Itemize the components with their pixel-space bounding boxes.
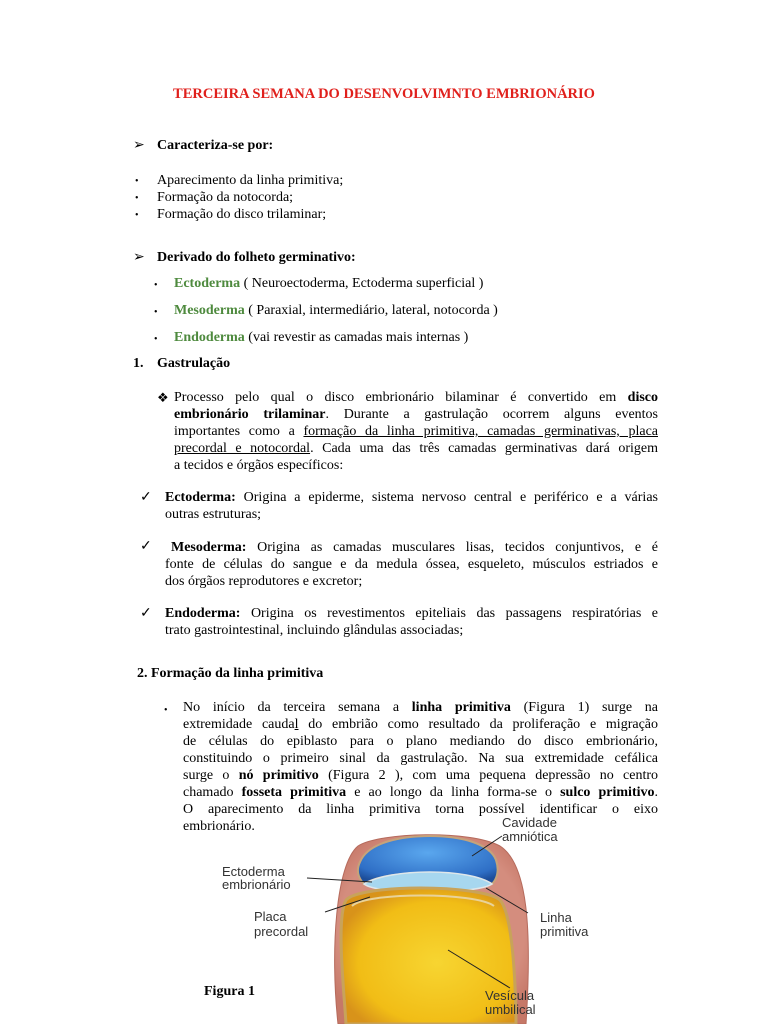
text-span: formação da linha primitiva, camadas germinativas, placa <box>303 424 658 439</box>
label-ectoderma: embrionário <box>222 877 291 892</box>
paragraph-line: outras estruturas; <box>165 507 262 522</box>
section-heading-gastrulacao: Gastrulação <box>157 356 231 371</box>
text-span: Mesoderma: <box>171 540 247 555</box>
text-span: nó primitivo <box>238 768 319 783</box>
label-cavidade: Cavidade <box>502 815 557 830</box>
list-item: Formação da notocorda; <box>157 190 294 205</box>
checkmark-icon: ✓ <box>140 490 152 505</box>
label-ectoderma: Ectoderma <box>222 864 285 879</box>
text-span: (Figura 1) surge na <box>510 700 659 715</box>
text-span: Processo pelo qual o disco embrionário bilaminar é convertido em <box>174 390 628 405</box>
text-span: embrionário trilaminar <box>174 407 326 422</box>
label-linha: Linha <box>540 910 572 925</box>
label-vesicula: Vesícula <box>485 988 535 1003</box>
layer-name: Endoderma <box>174 330 245 345</box>
paragraph-line: fonte de células do sangue e da medula óssea, esqueleto, músculos estriados e <box>165 557 658 572</box>
section-heading-linha: 2. Formação da linha primitiva <box>137 666 324 681</box>
diamond-bullet-icon: ❖ <box>157 390 169 405</box>
bullet-icon: • <box>135 210 139 221</box>
paragraph-line: constituindo o primeiro sinal da gastrulação. Na sua extremidade cefálica <box>183 751 658 766</box>
bullet-icon: • <box>135 176 139 187</box>
text-span: . Durante a gastrulação ocorrem alguns eventos <box>325 407 658 422</box>
text-span: Origina as camadas musculares lisas, tecidos conjuntivos, e é <box>246 540 658 555</box>
text-span: extremidade cauda <box>183 717 295 732</box>
layer-desc: (vai revestir as camadas mais internas ) <box>244 330 469 345</box>
text-span: e ao longo da linha forma-se o <box>346 785 561 800</box>
bullet-icon: • <box>154 334 158 345</box>
text-span: disco <box>627 390 658 405</box>
text-span: sulco primitivo <box>560 785 655 800</box>
text-span: linha primitiva <box>411 700 511 715</box>
paragraph-line: O aparecimento da linha primitiva torna possível identificar o eixo <box>183 802 658 817</box>
bullet-icon: • <box>164 705 168 716</box>
page-title: TERCEIRA SEMANA DO DESENVOLVIMNTO EMBRIONÁRIO <box>173 86 595 102</box>
label-placa: Placa <box>254 909 287 924</box>
text-span: No início da terceira semana a <box>183 700 412 715</box>
text-span: Endoderma: <box>165 606 241 621</box>
label-vesicula: umbilical <box>485 1002 536 1017</box>
checkmark-icon: ✓ <box>140 606 152 621</box>
paragraph-line: dos órgãos reprodutores e excretor; <box>165 574 363 589</box>
label-linha: primitiva <box>540 924 589 939</box>
text-span: chamado <box>183 785 242 800</box>
layer-name: Mesoderma <box>174 303 245 318</box>
bullet-icon: • <box>135 193 139 204</box>
label-placa: precordal <box>254 924 309 939</box>
text-span: (Figura 2 ), com uma pequena depressão no centro <box>318 768 659 783</box>
text-span: surge o <box>183 768 239 783</box>
text-span: . Cada uma das três camadas germinativas dará origem <box>310 441 658 456</box>
text-span: importantes como a <box>174 424 304 439</box>
section-heading-derivado: Derivado do folheto germinativo: <box>157 250 356 265</box>
checkmark-icon: ✓ <box>140 539 152 554</box>
paragraph-line: a tecidos e órgãos específicos: <box>174 458 344 473</box>
layer-desc: ( Paraxial, intermediário, lateral, notocorda ) <box>244 303 498 318</box>
text-span: precordal e notocordal <box>174 441 311 456</box>
figure-caption: Figura 1 <box>204 984 255 999</box>
paragraph-line: trato gastrointestinal, incluindo glândulas associadas; <box>165 623 464 638</box>
text-span: Origina a epiderme, sistema nervoso central e periférico e a várias <box>235 490 658 505</box>
bullet-icon: • <box>154 280 158 291</box>
text-span: l <box>294 717 299 732</box>
text-span: Origina os revestimentos epiteliais das passagens respiratórias e <box>240 606 658 621</box>
text-span: do embrião como resultado da proliferação e migração <box>298 717 659 732</box>
section-heading-caracteriza: Caracteriza-se por: <box>157 138 274 153</box>
text-span: Ectoderma: <box>165 490 236 505</box>
bullet-icon: • <box>154 307 158 318</box>
label-cavidade: amniótica <box>502 829 558 844</box>
layer-desc: ( Neuroectoderma, Ectoderma superficial ) <box>240 276 484 291</box>
text-span: . <box>654 785 658 800</box>
list-item: Aparecimento da linha primitiva; <box>157 173 344 188</box>
paragraph-line: embrionário. <box>183 819 255 834</box>
section-number: 1. <box>133 356 144 371</box>
arrow-bullet-icon: ➢ <box>133 250 145 265</box>
text-span: fosseta primitiva <box>241 785 347 800</box>
list-item: Formação do disco trilaminar; <box>157 207 327 222</box>
arrow-bullet-icon: ➢ <box>133 138 145 153</box>
layer-name: Ectoderma <box>174 276 241 291</box>
paragraph-line: de células do epiblasto para o plano mediando do disco embrionário, <box>183 734 658 749</box>
